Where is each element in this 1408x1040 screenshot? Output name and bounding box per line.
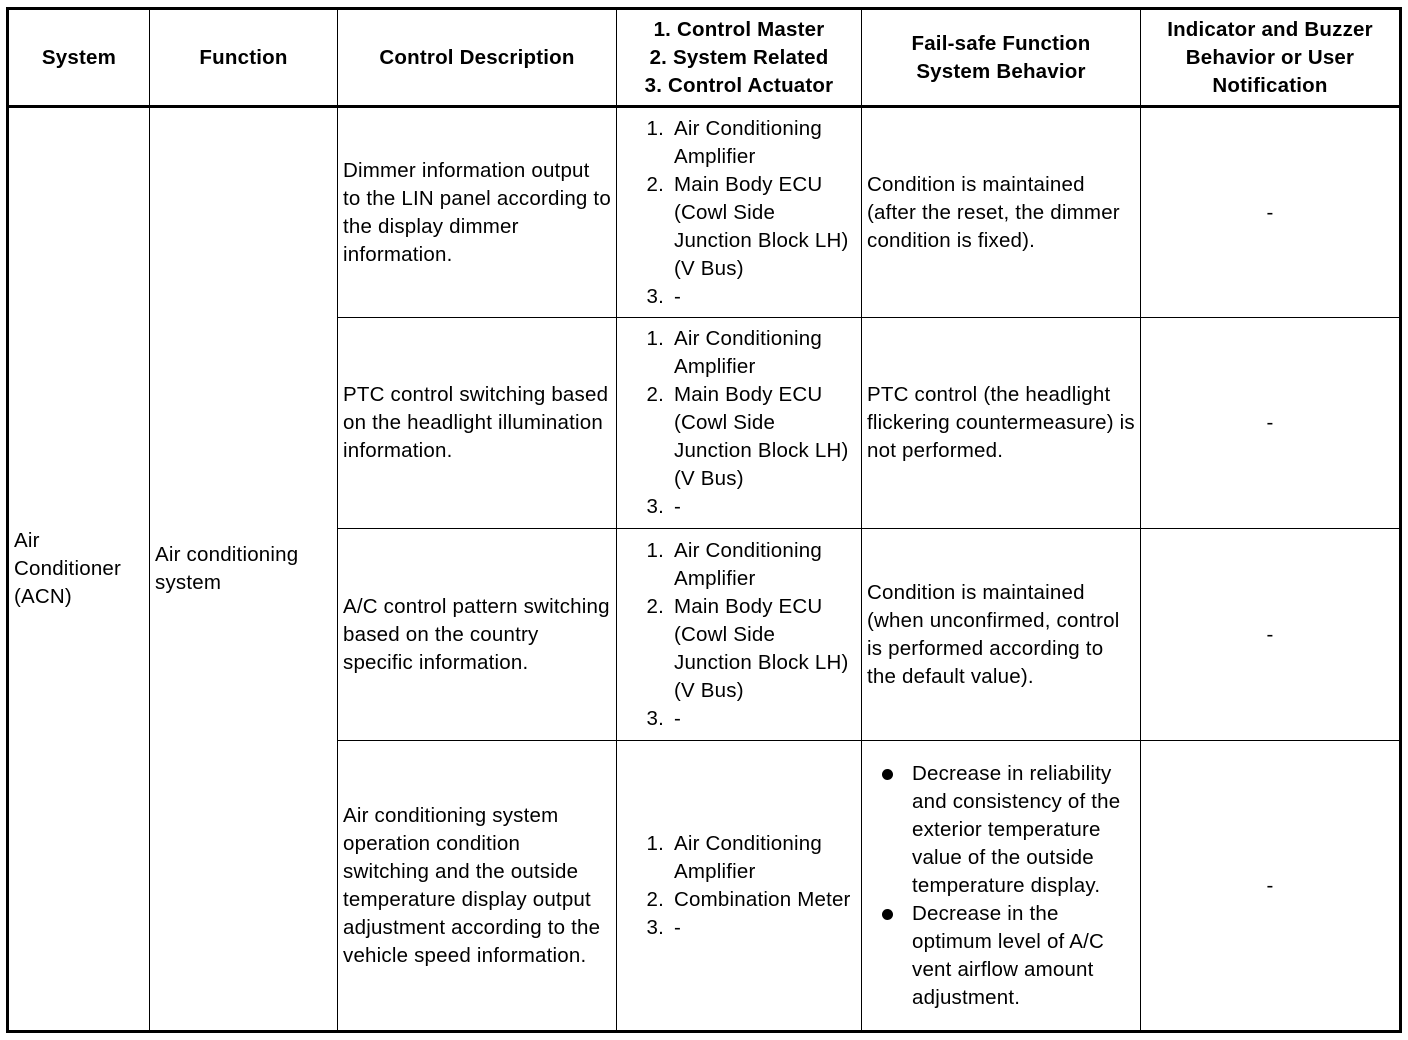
- description-cell: A/C control pattern switching based on the country specific information.: [338, 529, 617, 741]
- description-cell: PTC control switching based on the headlight illumination information.: [338, 318, 617, 529]
- failsafe-bullet-item: [912, 900, 1135, 1012]
- system-related: Main Body ECU (Cowl Side Junction Block LH) (V Bus): [674, 594, 849, 702]
- control-list: [622, 537, 856, 733]
- control-cell: [617, 529, 862, 741]
- failsafe-cell: PTC control (the headlight flickering countermeasure) is not performed.: [862, 318, 1141, 529]
- failsafe-bullet-list: [867, 760, 1135, 1012]
- system-related: Combination Meter: [674, 887, 851, 911]
- control-master: Air Conditioning Amplifier: [674, 538, 822, 590]
- control-cell: [617, 318, 862, 529]
- system-related: Main Body ECU (Cowl Side Junction Block LH) (V Bus): [674, 383, 849, 490]
- header-control-master: 1. Control Master: [653, 17, 825, 41]
- control-list: [622, 830, 856, 942]
- header-system: System: [8, 9, 150, 107]
- control-cell: [617, 741, 862, 1032]
- control-actuator: -: [674, 915, 682, 939]
- header-notification: Indicator and Buzzer Behavior or User Notification: [1141, 9, 1401, 107]
- control-actuator: -: [674, 284, 682, 308]
- header-system-related: 2. System Related: [649, 45, 829, 69]
- failsafe-cell: Condition is maintained (when unconfirmed, control is performed according to the default value).: [862, 529, 1141, 741]
- header-row: [8, 9, 1401, 107]
- control-actuator: -: [674, 495, 682, 518]
- system-cell: Air Conditioner (ACN): [8, 107, 150, 1032]
- failsafe-bullet-item: [912, 760, 1135, 900]
- failsafe-bullet-text: Decrease in reliability and consistency of the exterior temperature value of the outside temperature display.: [912, 761, 1121, 897]
- notification-cell: -: [1141, 318, 1401, 529]
- system-related: Main Body ECU (Cowl Side Junction Block LH) (V Bus): [674, 172, 849, 280]
- control-list: [622, 115, 856, 311]
- description-cell: Air conditioning system operation condition switching and the outside temperature display output adjustment according to the vehicle speed information.: [338, 741, 617, 1032]
- notification-cell: -: [1141, 107, 1401, 318]
- failsafe-bullet-text: Decrease in the optimum level of A/C vent airflow amount adjustment.: [912, 901, 1104, 1009]
- control-master: Air Conditioning Amplifier: [674, 116, 822, 168]
- bullet-icon: [882, 909, 893, 920]
- control-cell: [617, 107, 862, 318]
- header-control-actuator: 3. Control Actuator: [644, 73, 834, 97]
- table-row: [8, 107, 1401, 318]
- control-master: Air Conditioning Amplifier: [674, 327, 822, 378]
- bullet-icon: [882, 769, 893, 780]
- system-function-table: [6, 7, 1402, 1033]
- notification-cell: -: [1141, 529, 1401, 741]
- control-master: Air Conditioning Amplifier: [674, 831, 822, 883]
- control-actuator: -: [674, 706, 682, 730]
- description-cell: Dimmer information output to the LIN panel according to the display dimmer information.: [338, 107, 617, 318]
- function-cell: Air conditioning system: [150, 107, 338, 1032]
- control-list: [622, 325, 856, 521]
- failsafe-cell: [862, 741, 1141, 1032]
- header-function: Function: [150, 9, 338, 107]
- header-failsafe: Fail-safe Function System Behavior: [862, 9, 1141, 107]
- notification-cell: -: [1141, 741, 1401, 1032]
- header-control-description: Control Description: [338, 9, 617, 107]
- header-control-items: [617, 9, 862, 107]
- failsafe-cell: Condition is maintained (after the reset, the dimmer condition is fixed).: [862, 107, 1141, 318]
